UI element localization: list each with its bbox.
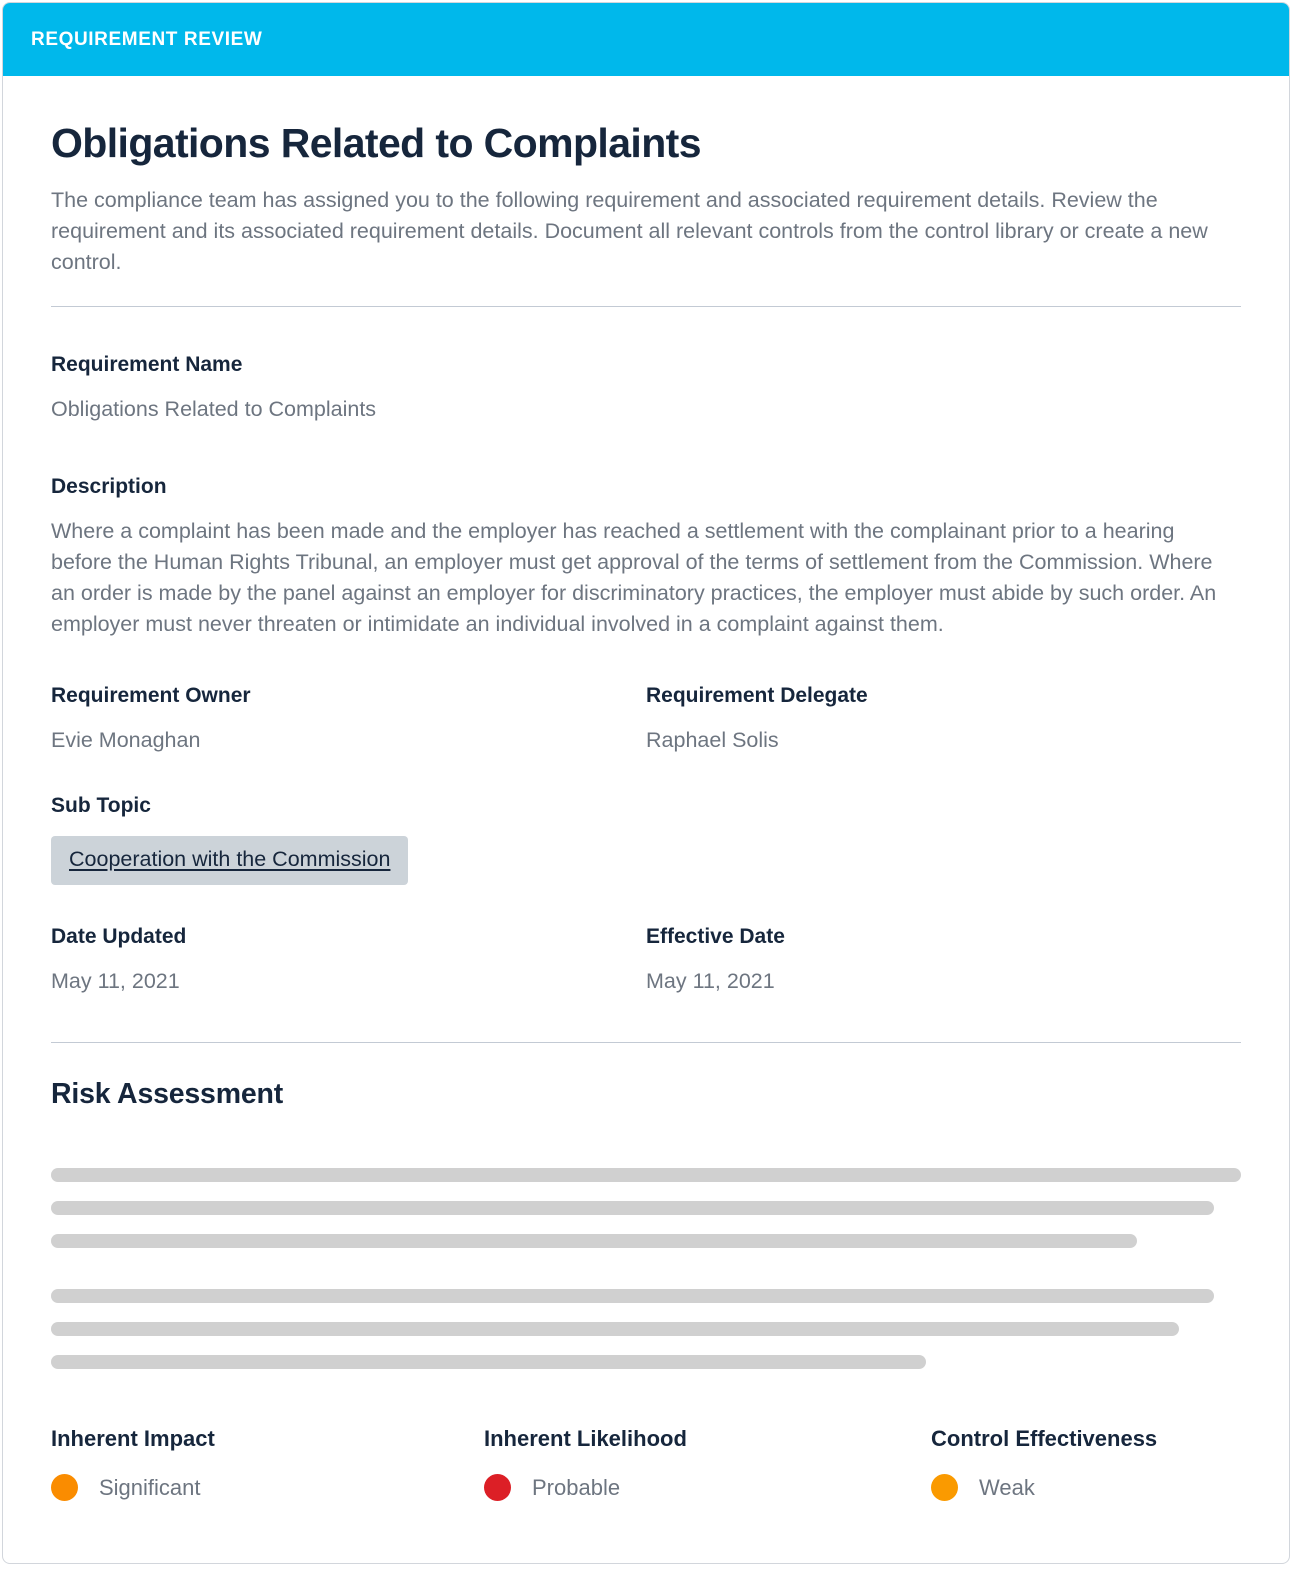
risk-metric-value: Significant <box>99 1474 201 1500</box>
skeleton-bar <box>51 1355 926 1369</box>
banner-title: REQUIREMENT REVIEW <box>31 28 263 50</box>
requirement-owner-value: Evie Monaghan <box>51 728 201 753</box>
risk-metric-control-effectiveness <box>931 1426 1241 1501</box>
risk-metric-label: Control Effectiveness <box>931 1426 1158 1452</box>
date-updated-value: May 11, 2021 <box>51 969 180 994</box>
skeleton-bar <box>51 1322 1179 1336</box>
risk-assessment-skeleton <box>51 1168 1241 1369</box>
risk-metric-label: Inherent Likelihood <box>484 1426 687 1452</box>
description-label: Description <box>51 475 167 499</box>
requirement-name-label: Requirement Name <box>51 353 243 377</box>
status-dot-icon <box>51 1474 78 1501</box>
risk-assessment-title: Risk Assessment <box>51 1078 283 1111</box>
requirement-name-value: Obligations Related to Complaints <box>51 397 377 422</box>
sub-topic-chip[interactable] <box>51 836 408 885</box>
divider-risk <box>51 1042 1241 1043</box>
skeleton-bar <box>51 1168 1241 1182</box>
risk-metric-label: Inherent Impact <box>51 1426 215 1452</box>
banner <box>3 3 1289 76</box>
sub-topic-label: Sub Topic <box>51 794 151 818</box>
field-description <box>51 475 1241 640</box>
requirement-delegate-label: Requirement Delegate <box>646 684 868 708</box>
effective-date-value: May 11, 2021 <box>646 969 775 994</box>
risk-metric-value-row <box>51 1474 484 1501</box>
skeleton-group <box>51 1168 1241 1248</box>
owner-delegate-row <box>51 684 1241 756</box>
page-title: Obligations Related to Complaints <box>51 120 701 166</box>
card-body <box>3 120 1289 1551</box>
divider-top <box>51 306 1241 307</box>
requirement-owner-label: Requirement Owner <box>51 684 251 708</box>
field-requirement-name <box>51 353 1241 425</box>
risk-metric-value-row <box>484 1474 931 1501</box>
status-dot-icon <box>484 1474 511 1501</box>
field-date-updated <box>51 925 646 997</box>
risk-metric-value: Probable <box>532 1474 621 1500</box>
requirement-delegate-value: Raphael Solis <box>646 728 779 753</box>
skeleton-bar <box>51 1289 1214 1303</box>
skeleton-bar <box>51 1201 1214 1215</box>
description-value: Where a complaint has been made and the employer has reached a settlement with the complainant prior to a hearing before the Human Rights Tribunal, an employer must get approval of the terms of settlement from the Commission. Where an order is made by the panel against an employer for discriminatory practices, the employer must abide by such order. An employer must never threaten or intimidate an individual involved in a complaint against them. <box>51 519 1217 637</box>
date-updated-label: Date Updated <box>51 925 187 949</box>
status-dot-icon <box>931 1474 958 1501</box>
risk-metric-inherent-likelihood <box>484 1426 931 1501</box>
effective-date-label: Effective Date <box>646 925 785 949</box>
risk-metric-inherent-impact <box>51 1426 484 1501</box>
skeleton-bar <box>51 1234 1137 1248</box>
skeleton-group <box>51 1289 1241 1369</box>
field-sub-topic <box>51 794 1241 885</box>
field-effective-date <box>646 925 1241 997</box>
dates-row <box>51 925 1241 997</box>
risk-metric-value: Weak <box>979 1474 1035 1500</box>
sub-topic-link[interactable]: Cooperation with the Commission <box>69 847 391 872</box>
risk-metrics-row <box>51 1426 1241 1551</box>
risk-metric-value-row <box>931 1474 1241 1501</box>
requirement-review-card <box>2 2 1290 1564</box>
field-requirement-owner <box>51 684 646 756</box>
page-intro-text: The compliance team has assigned you to the following requirement and associated requirement details. Review the requirement and its associated requirement details. Document all relevant controls from the control library or create a new control. <box>51 188 1208 275</box>
field-requirement-delegate <box>646 684 1241 756</box>
